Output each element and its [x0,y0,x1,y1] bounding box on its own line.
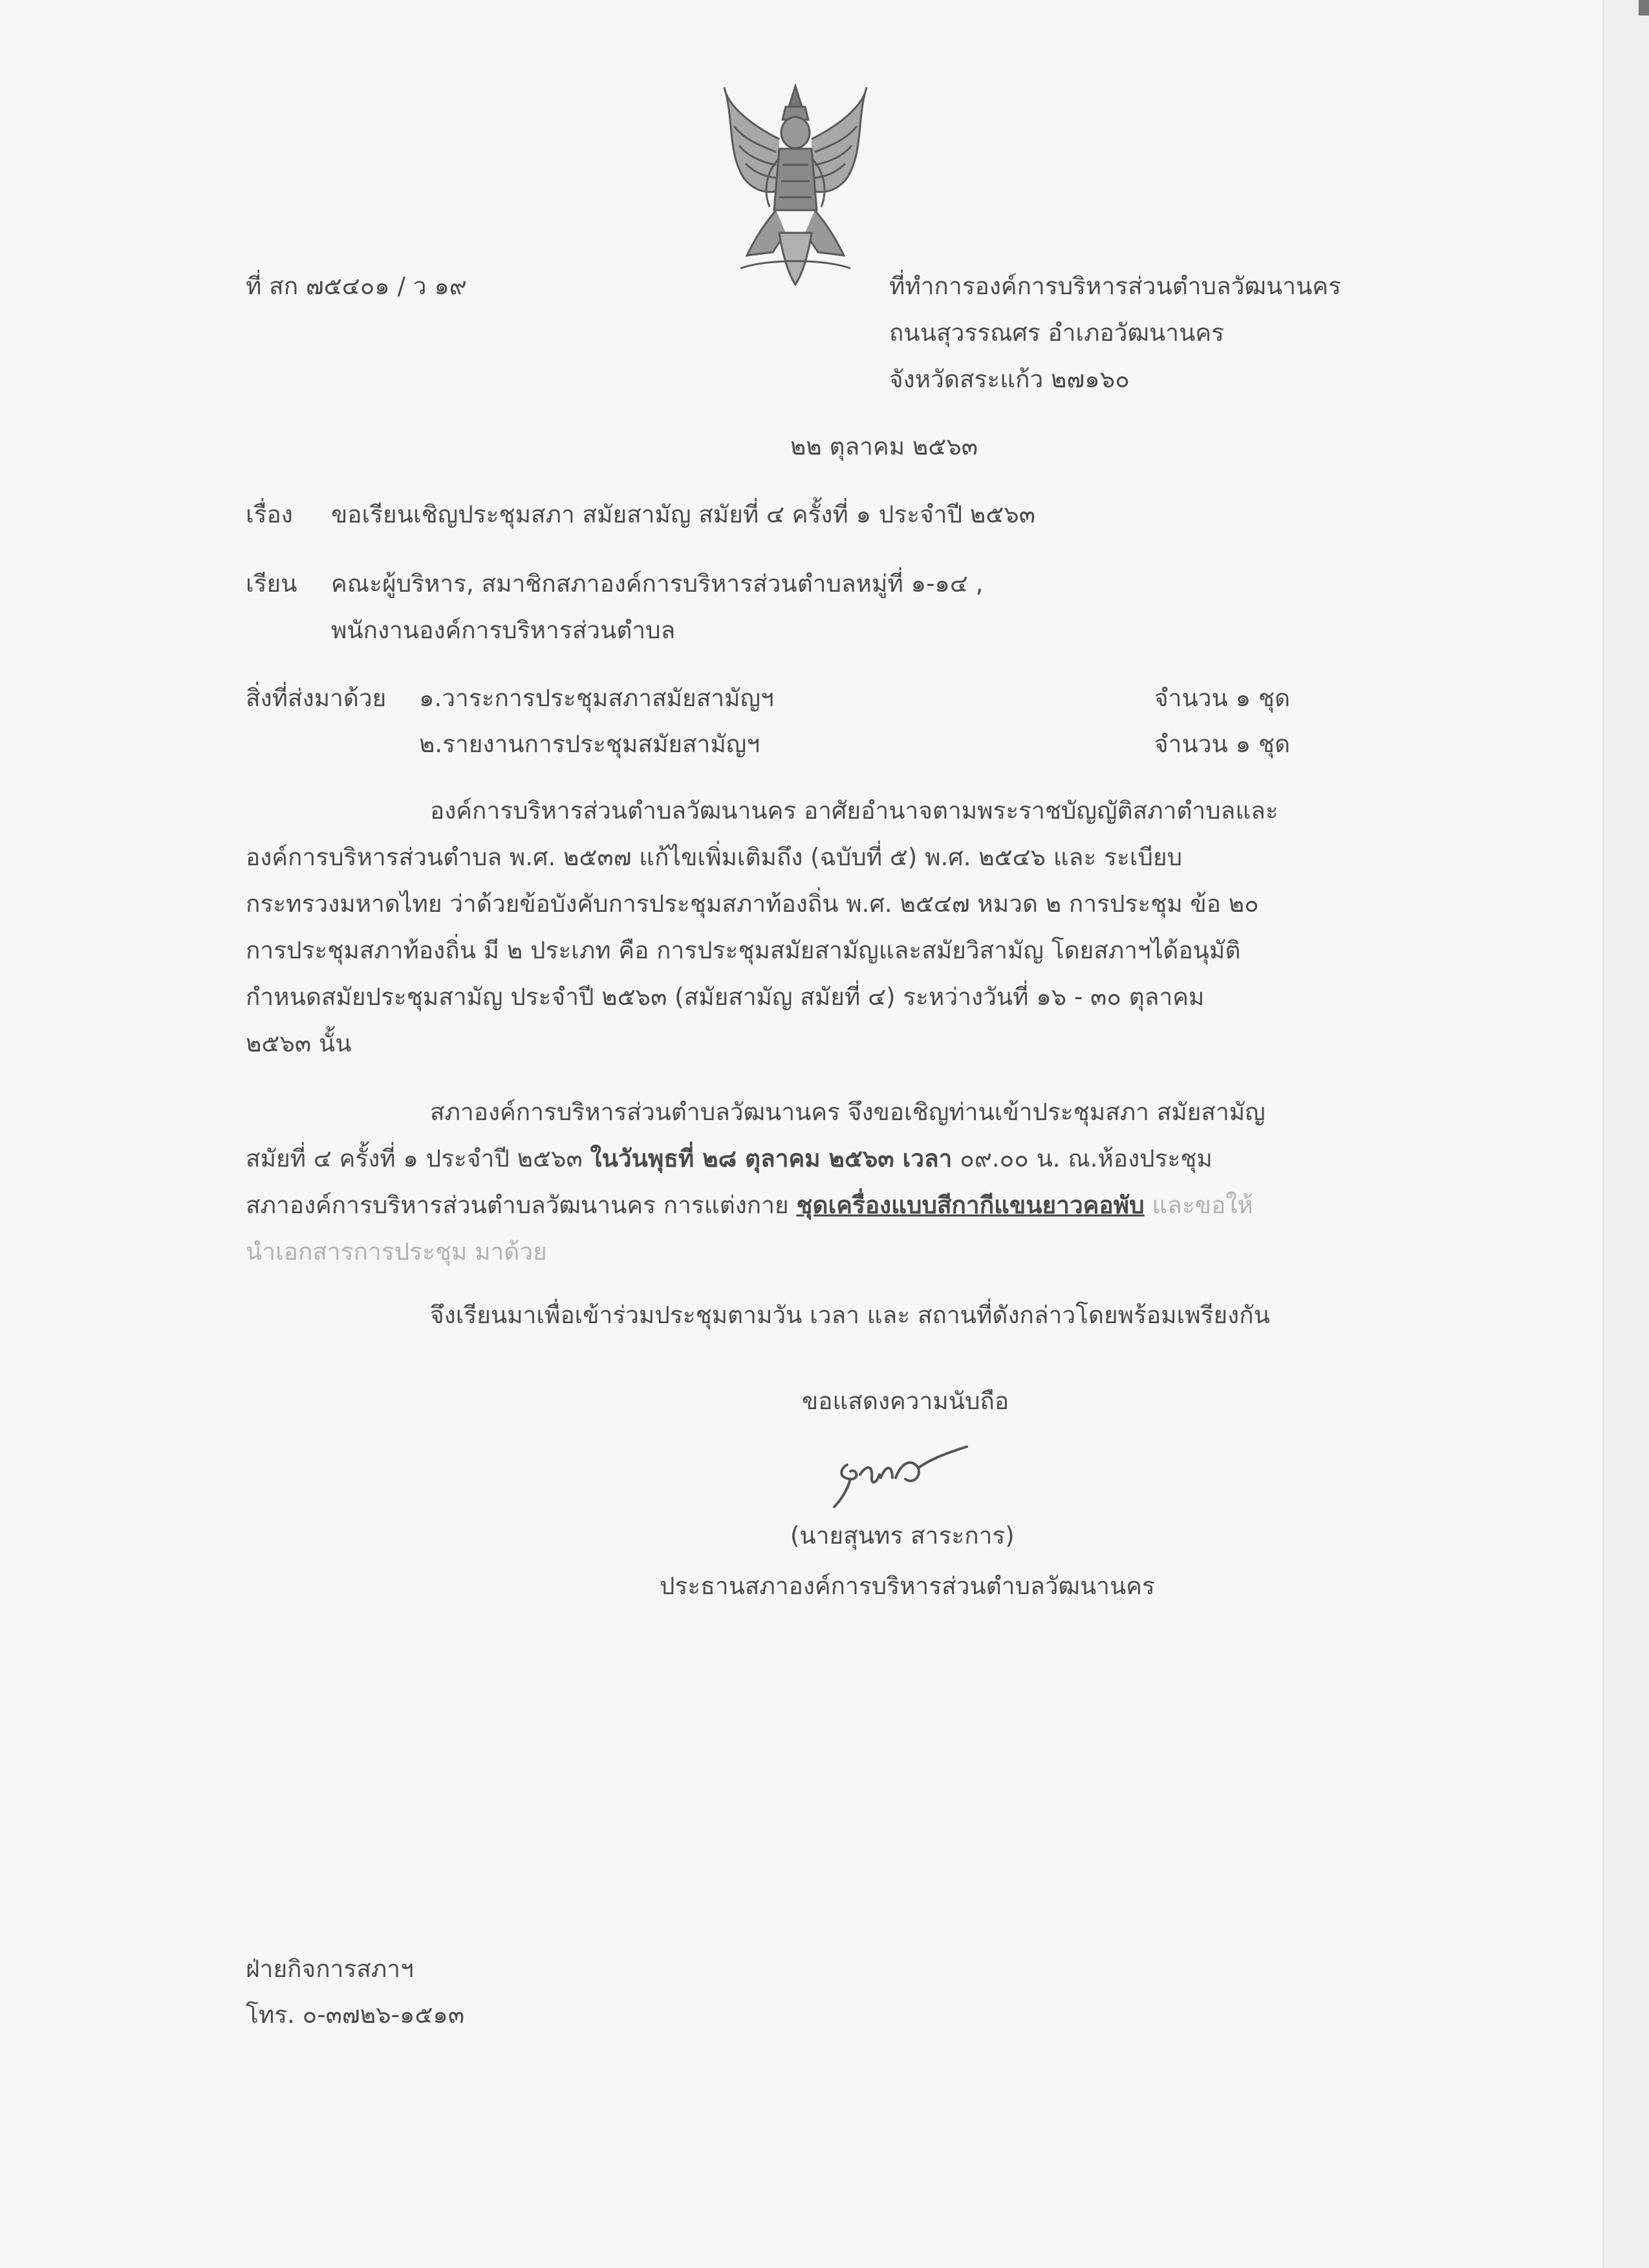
enclosure-qty-2: จำนวน ๑ ชุด [1154,730,1290,758]
scan-edge-mark [1639,0,1649,16]
enclosures-label: สิ่งที่ส่งมาด้วย [246,684,387,712]
subject-text: ขอเรียนเชิญประชุมสภา สมัยสามัญ สมัยที่ ๔ ครั้งที่ ๑ ประจำปี ๒๕๖๓ [331,501,1035,528]
para2-line-1: สภาองค์การบริหารส่วนตำบลวัฒนานคร จึงขอเชิญท่านเข้าประชุมสภา สมัยสามัญ [430,1098,1266,1126]
para2-line-3 [246,1191,1253,1220]
enclosure-qty-1: จำนวน ๑ ชุด [1154,684,1290,712]
para2-line-3-plain: สภาองค์การบริหารส่วนตำบลวัฒนานคร การแต่งกาย [246,1191,797,1219]
scan-edge [1602,0,1649,2268]
recipient-line-2: พนักงานองค์การบริหารส่วนตำบล [331,616,676,644]
handwritten-signature [821,1439,970,1510]
recipient-line-1: คณะผู้บริหาร, สมาชิกสภาองค์การบริหารส่วนตำบลหมู่ที่ ๑-๑๔ , [331,570,984,598]
respect-closing: ขอแสดงความนับถือ [802,1387,1009,1415]
meeting-date-time: ในวันพุธที่ ๒๘ ตุลาคม ๒๕๖๓ เวลา [590,1145,953,1172]
signatory-name: (นายสุนทร สาระการ) [790,1522,1015,1550]
reference-number: ที่ สก ๗๕๔๐๑ / ว ๑๙ [246,272,467,300]
para2-line-2 [246,1144,1212,1174]
para2-line-4: นำเอกสารการประชุม มาด้วย [246,1238,547,1266]
enclosure-item-1: ๑.วาระการประชุมสภาสมัยสามัญฯ [419,684,774,712]
para1-line-6: ๒๕๖๓ นั้น [246,1030,352,1057]
para1-line-1: องค์การบริหารส่วนตำบลวัฒนานคร อาศัยอำนาจตามพระราชบัญญัติสภาตำบลและ [430,797,1278,825]
to-label: เรียน [246,570,297,598]
closing-request: จึงเรียนมาเพื่อเข้าร่วมประชุมตามวัน เวลา และ สถานที่ดังกล่าวโดยพร้อมเพรียงกัน [430,1301,1270,1329]
enclosure-item-2: ๒.รายงานการประชุมสมัยสามัญฯ [419,730,760,758]
para1-line-5: กำหนดสมัยประชุมสามัญ ประจำปี ๒๕๖๓ (สมัยสามัญ สมัยที่ ๔) ระหว่างวันที่ ๑๖ - ๓๐ ตุลาคม [246,983,1205,1011]
para1-line-4: การประชุมสภาท้องถิ่น มี ๒ ประเภท คือ การประชุมสมัยสามัญและสมัยวิสามัญ โดยสภาฯได้อนุมัติ [246,936,1241,964]
phone-number: โทร. ๐-๓๗๒๖-๑๕๑๓ [246,2001,465,2029]
garuda-emblem-icon [715,81,876,288]
department-name: ฝ่ายกิจการสภาฯ [246,1955,414,1983]
para1-line-2: องค์การบริหารส่วนตำบล พ.ศ. ๒๕๓๗ แก้ไขเพิ่มเติมถึง (ฉบับที่ ๕) พ.ศ. ๒๕๔๖ และ ระเบียบ [246,843,1183,871]
dress-code: ชุดเครื่องแบบสีกากีแขนยาวคอพับ [796,1191,1145,1219]
sender-address-line-3: จังหวัดสระแก้ว ๒๗๑๖๐ [889,365,1130,393]
sender-address-line-1: ที่ทำการองค์การบริหารส่วนตำบลวัฒนานคร [889,272,1341,300]
para1-line-3: กระทรวงมหาดไทย ว่าด้วยข้อบังคับการประชุมสภาท้องถิ่น พ.ศ. ๒๕๔๗ หมวด ๒ การประชุม ข้อ ๒๐ [246,890,1259,918]
para2-line-2-tail: ๐๙.๐๐ น. ณ.ห้องประชุม [952,1145,1212,1172]
sender-address-line-2: ถนนสุวรรณศร อำเภอวัฒนานคร [889,319,1224,347]
subject-label: เรื่อง [246,501,293,528]
letter-date: ๒๒ ตุลาคม ๒๕๖๓ [790,433,978,460]
para2-line-3-faint: และขอให้ [1144,1191,1253,1219]
para2-line-2-plain: สมัยที่ ๔ ครั้งที่ ๑ ประจำปี ๒๕๖๓ [246,1145,590,1172]
signatory-title: ประธานสภาองค์การบริหารส่วนตำบลวัฒนานคร [660,1572,1155,1600]
